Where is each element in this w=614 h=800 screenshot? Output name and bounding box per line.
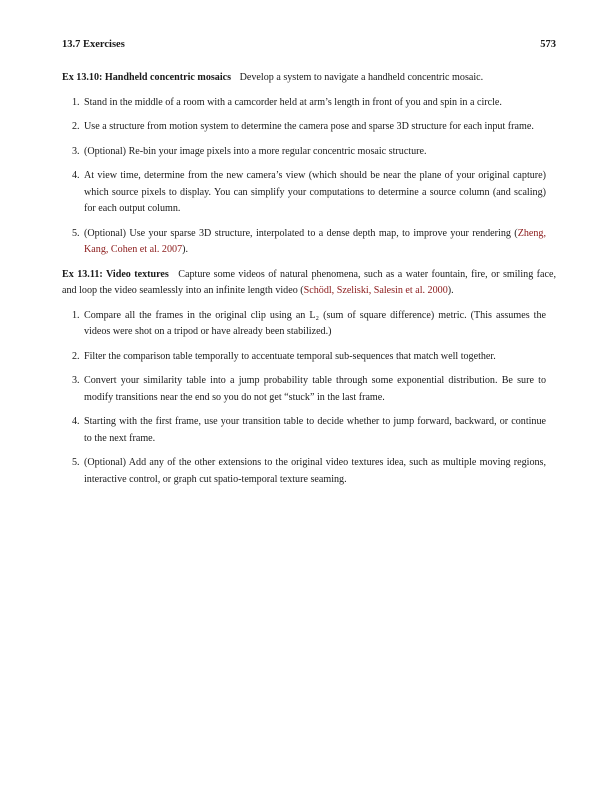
citation-link[interactable]: Schödl, Szeliski, Salesin et al. 2000 bbox=[303, 285, 448, 296]
list-item: 2. Use a structure from motion system to determine the camera pose and sparse 3D structure for each input frame. bbox=[72, 121, 534, 132]
exercise-intro: Ex 13.11: Video textures Capture some videos of natural phenomena, such as a water fountain, fire, or smiling face, and loop the video seamlessly into an infinite length video (Schödl, Szeliski, Salesin et al. 2000). bbox=[62, 268, 556, 296]
list-item: 1. Compare all the frames in the original clip using an L₂ (sum of square difference) metric. (This assumes the videos were shot on a tripod or have already been stabilized.) bbox=[72, 309, 546, 337]
list-item: 4. At view time, determine from the new camera’s view (which should be near the plane of your original capture) which source pixels to display. You can simplify your computations to determine a source column (and scaling) for each output column. bbox=[72, 170, 546, 214]
list-item: 4. Starting with the first frame, use your transition table to decide whether to jump forward, backward, or continue to the next frame. bbox=[72, 416, 546, 444]
page-number: 573 bbox=[540, 39, 556, 50]
exercise-steps bbox=[62, 95, 556, 259]
list-item: 3. (Optional) Re-bin your image pixels into a more regular concentric mosaic structure. bbox=[72, 145, 427, 157]
exercise-description: Capture some videos of natural phenomena, such as a water fountain, fire, or smiling face, and loop the video seamlessly into an infinite length video ( bbox=[62, 268, 556, 296]
citation-link[interactable]: Zheng, Kang, Cohen et al. 2007 bbox=[84, 227, 546, 255]
exercise-title: Ex 13.11: Video textures bbox=[62, 268, 169, 280]
exercise-title: Ex 13.10: Handheld concentric mosaics bbox=[62, 72, 232, 83]
exercise-steps bbox=[62, 308, 556, 489]
list-item: 2. Filter the comparison table temporally to accentuate temporal sub-sequences that match well together. bbox=[72, 350, 496, 362]
exercise-description: Develop a system to navigate a handheld concentric mosaic. bbox=[239, 72, 484, 83]
section-title: 13.7 Exercises bbox=[62, 39, 125, 50]
page-body bbox=[62, 70, 556, 496]
exercise-13-11 bbox=[62, 267, 556, 489]
list-item: 5. (Optional) Use your sparse 3D structure, interpolated to a dense depth map, to improve your rendering (Zheng, Kang, Cohen et al. 2007). bbox=[72, 227, 546, 255]
exercise-intro bbox=[62, 70, 556, 87]
list-item: 5. (Optional) Add any of the other extensions to the original video textures idea, such as multiple moving regions, interactive control, or graph cut spatio-temporal texture seaming. bbox=[72, 457, 546, 485]
exercise-13-10 bbox=[62, 70, 556, 259]
list-item: 1. Stand in the middle of a room with a camcorder held at arm’s length in front of you and spin in a circle. bbox=[72, 96, 502, 108]
list-item: 3. Convert your similarity table into a jump probability table through some exponential distribution. Be sure to modify transitions near the end so you do not get “stuck” in the last frame. bbox=[72, 375, 546, 403]
